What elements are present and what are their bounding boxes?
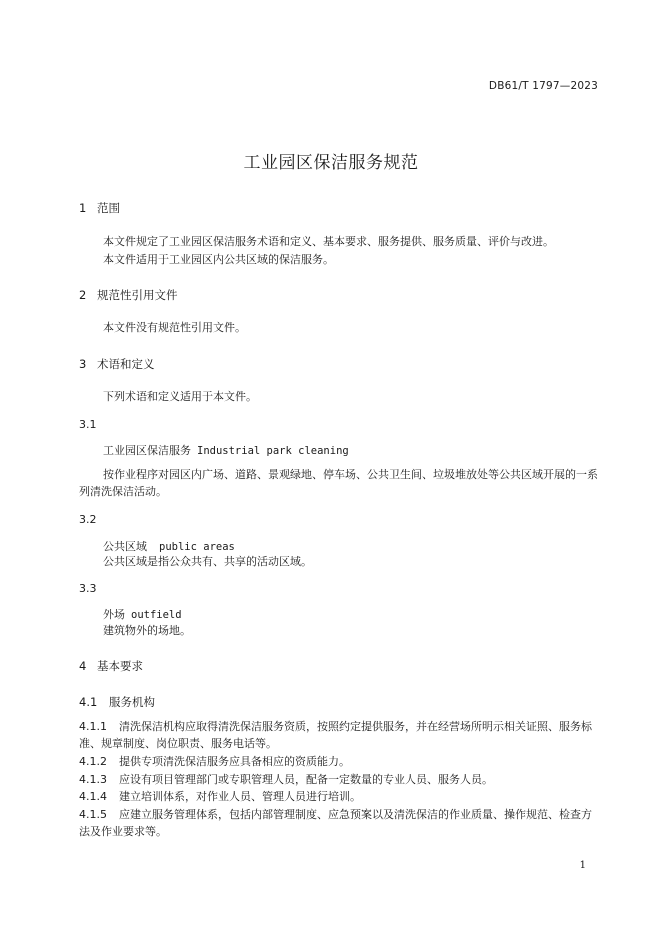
clause-text: 提供专项清洗保洁服务应具备相应的资质能力。 [119, 755, 350, 768]
term-zh: 外场 [103, 608, 125, 621]
section-title: 范围 [97, 201, 120, 215]
clause-text: 应设有项目管理部门或专职管理人员，配备一定数量的专业人员、服务人员。 [119, 773, 493, 786]
section-number: 3 [79, 357, 87, 371]
term-definition: 建筑物外的场地。 [103, 624, 191, 637]
clause [79, 788, 598, 805]
term-number: 3.2 [79, 513, 97, 526]
section-heading-scope [79, 200, 120, 216]
clause [79, 806, 598, 840]
term-definition: 按作业程序对园区内广场、道路、景观绿地、停车场、公共卫生间、垃圾堆放处等公共区域开展的一系列清洗保洁活动。 [79, 468, 598, 498]
paragraph: 本文件适用于工业园区内公共区域的保洁服务。 [103, 253, 334, 266]
clause-number: 4.1.5 [79, 808, 107, 821]
section-heading-terms [79, 356, 155, 372]
clause-number: 4.1.1 [79, 720, 107, 733]
paragraph: 本文件没有规范性引用文件。 [103, 321, 246, 334]
clause-text: 清洗保洁机构应取得清洗保洁服务资质，按照约定提供服务，并在经营场所明示相关证照、服务标准、规章制度、岗位职责、服务电话等。 [79, 720, 592, 750]
section-title: 术语和定义 [97, 357, 155, 371]
clause [79, 771, 598, 788]
subsection-heading-service-agency [79, 694, 155, 710]
clause-number: 4.1.3 [79, 773, 107, 786]
section-heading-normative-references [79, 287, 178, 303]
section-heading-basic-requirements [79, 658, 143, 674]
term-entry [103, 538, 235, 554]
section-title: 基本要求 [97, 659, 143, 673]
paragraph: 下列术语和定义适用于本文件。 [103, 390, 257, 403]
term-zh: 公共区域 [103, 540, 147, 553]
clause [79, 753, 598, 770]
clause-text: 建立培训体系，对作业人员、管理人员进行培训。 [119, 790, 361, 803]
subsection-title: 服务机构 [109, 695, 155, 709]
page-number: 1 [579, 860, 586, 871]
clause-number: 4.1.2 [79, 755, 107, 768]
term-en: public areas [159, 541, 235, 553]
term-number: 3.1 [79, 418, 97, 431]
section-number: 1 [79, 201, 87, 215]
term-en: Industrial park cleaning [197, 445, 349, 457]
section-title: 规范性引用文件 [97, 288, 178, 302]
clause [79, 718, 598, 752]
term-definition: 公共区域是指公众共有、共享的活动区域。 [103, 555, 312, 568]
subsection-number: 4.1 [79, 695, 98, 709]
section-number: 4 [79, 659, 87, 673]
section-number: 2 [79, 288, 87, 302]
term-en: outfield [131, 609, 182, 621]
document-title: 工业园区保洁服务规范 [243, 153, 419, 173]
standard-code: DB61/T 1797—2023 [488, 80, 598, 92]
term-entry [103, 442, 349, 458]
term-zh: 工业园区保洁服务 [103, 444, 191, 457]
term-entry [103, 606, 182, 622]
clause-number: 4.1.4 [79, 790, 107, 803]
clause-text: 应建立服务管理体系，包括内部管理制度、应急预案以及清洗保洁的作业质量、操作规范、检查方法及作业要求等。 [79, 808, 592, 838]
term-number: 3.3 [79, 582, 97, 595]
paragraph: 本文件规定了工业园区保洁服务术语和定义、基本要求、服务提供、服务质量、评价与改进。 [103, 235, 554, 248]
